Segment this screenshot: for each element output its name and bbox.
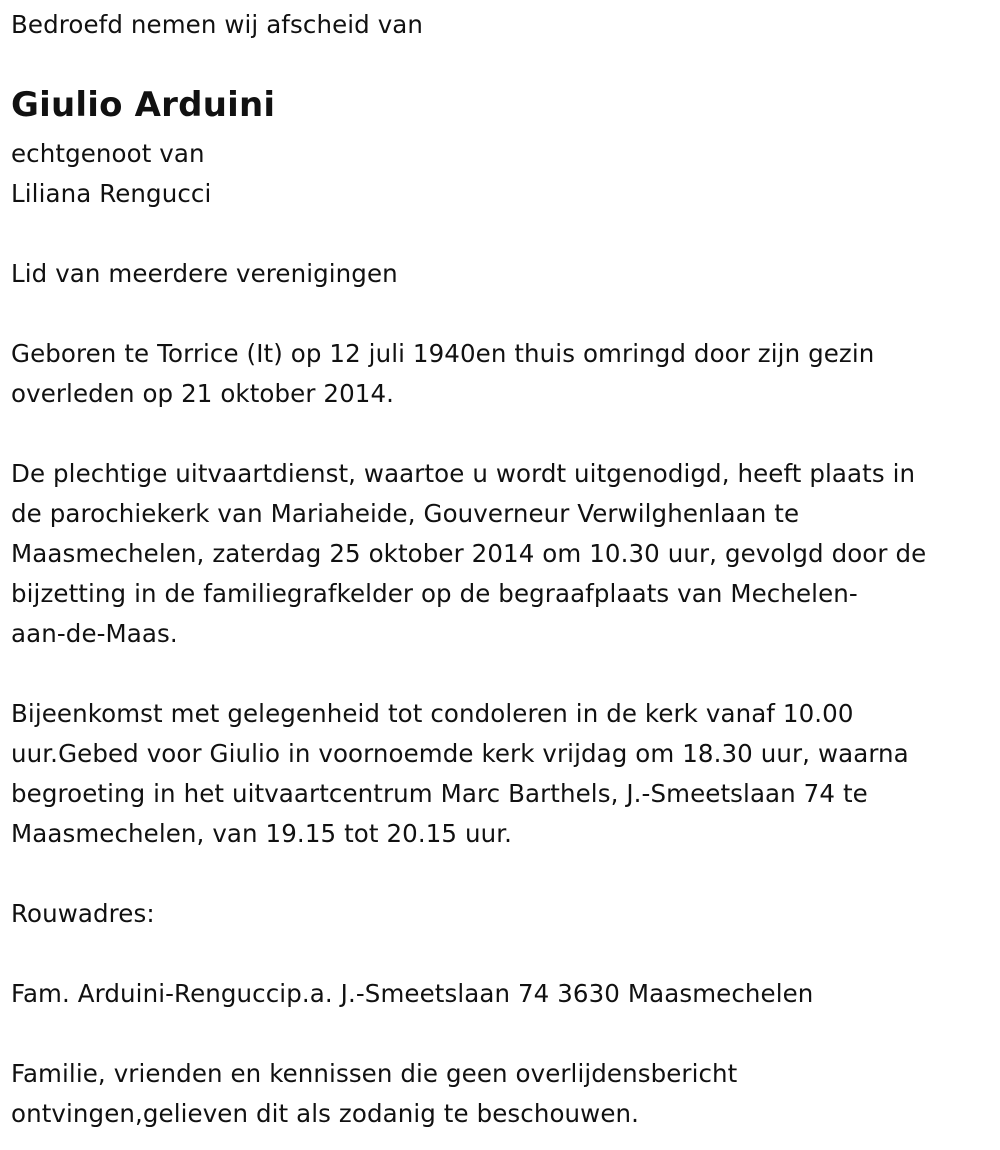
funeral-line: Maasmechelen, zaterdag 25 oktober 2014 om 10.30 uur, gevolgd door de <box>11 539 927 568</box>
birth-line: Geboren te Torrice (It) op 12 juli 1940en thuis omringd door zijn gezin <box>11 339 875 368</box>
intro-text: Bedroefd nemen wij afscheid van <box>11 10 424 39</box>
gathering-line: Maasmechelen, van 19.15 tot 20.15 uur. <box>11 819 513 848</box>
spouse-name: Liliana Rengucci <box>11 179 212 208</box>
address-label: Rouwadres: <box>11 899 155 928</box>
spouse-block <box>11 134 211 214</box>
address-label-block <box>11 894 155 934</box>
death-line: overleden op 21 oktober 2014. <box>11 379 395 408</box>
funeral-line: de parochiekerk van Mariaheide, Gouverneur Verwilghenlaan te <box>11 499 800 528</box>
gathering-line: begroeting in het uitvaartcentrum Marc Barthels, J.-Smeetslaan 74 te <box>11 779 868 808</box>
gathering-line: Bijeenkomst met gelegenheid tot condoleren in de kerk vanaf 10.00 <box>11 699 854 728</box>
membership-text: Lid van meerdere verenigingen <box>11 259 398 288</box>
closing-block <box>11 1054 737 1134</box>
gathering-block <box>11 694 909 854</box>
funeral-line: aan-de-Maas. <box>11 619 178 648</box>
deceased-name: Giulio Arduini <box>11 85 276 125</box>
birth-death-block <box>11 334 874 414</box>
address-block <box>11 974 813 1014</box>
funeral-line: bijzetting in de familiegrafkelder op de begraafplaats van Mechelen- <box>11 579 858 608</box>
membership-block <box>11 254 398 294</box>
mourning-address: Fam. Arduini-Renguccip.a. J.-Smeetslaan 74 3630 Maasmechelen <box>11 979 814 1008</box>
closing-line: ontvingen,gelieven dit als zodanig te beschouwen. <box>11 1099 640 1128</box>
spouse-line: echtgenoot van <box>11 139 205 168</box>
funeral-line: De plechtige uitvaartdienst, waartoe u wordt uitgenodigd, heeft plaats in <box>11 459 916 488</box>
closing-line: Familie, vrienden en kennissen die geen overlijdensbericht <box>11 1059 738 1088</box>
gathering-line: uur.Gebed voor Giulio in voornoemde kerk vrijdag om 18.30 uur, waarna <box>11 739 909 768</box>
funeral-block <box>11 454 926 654</box>
